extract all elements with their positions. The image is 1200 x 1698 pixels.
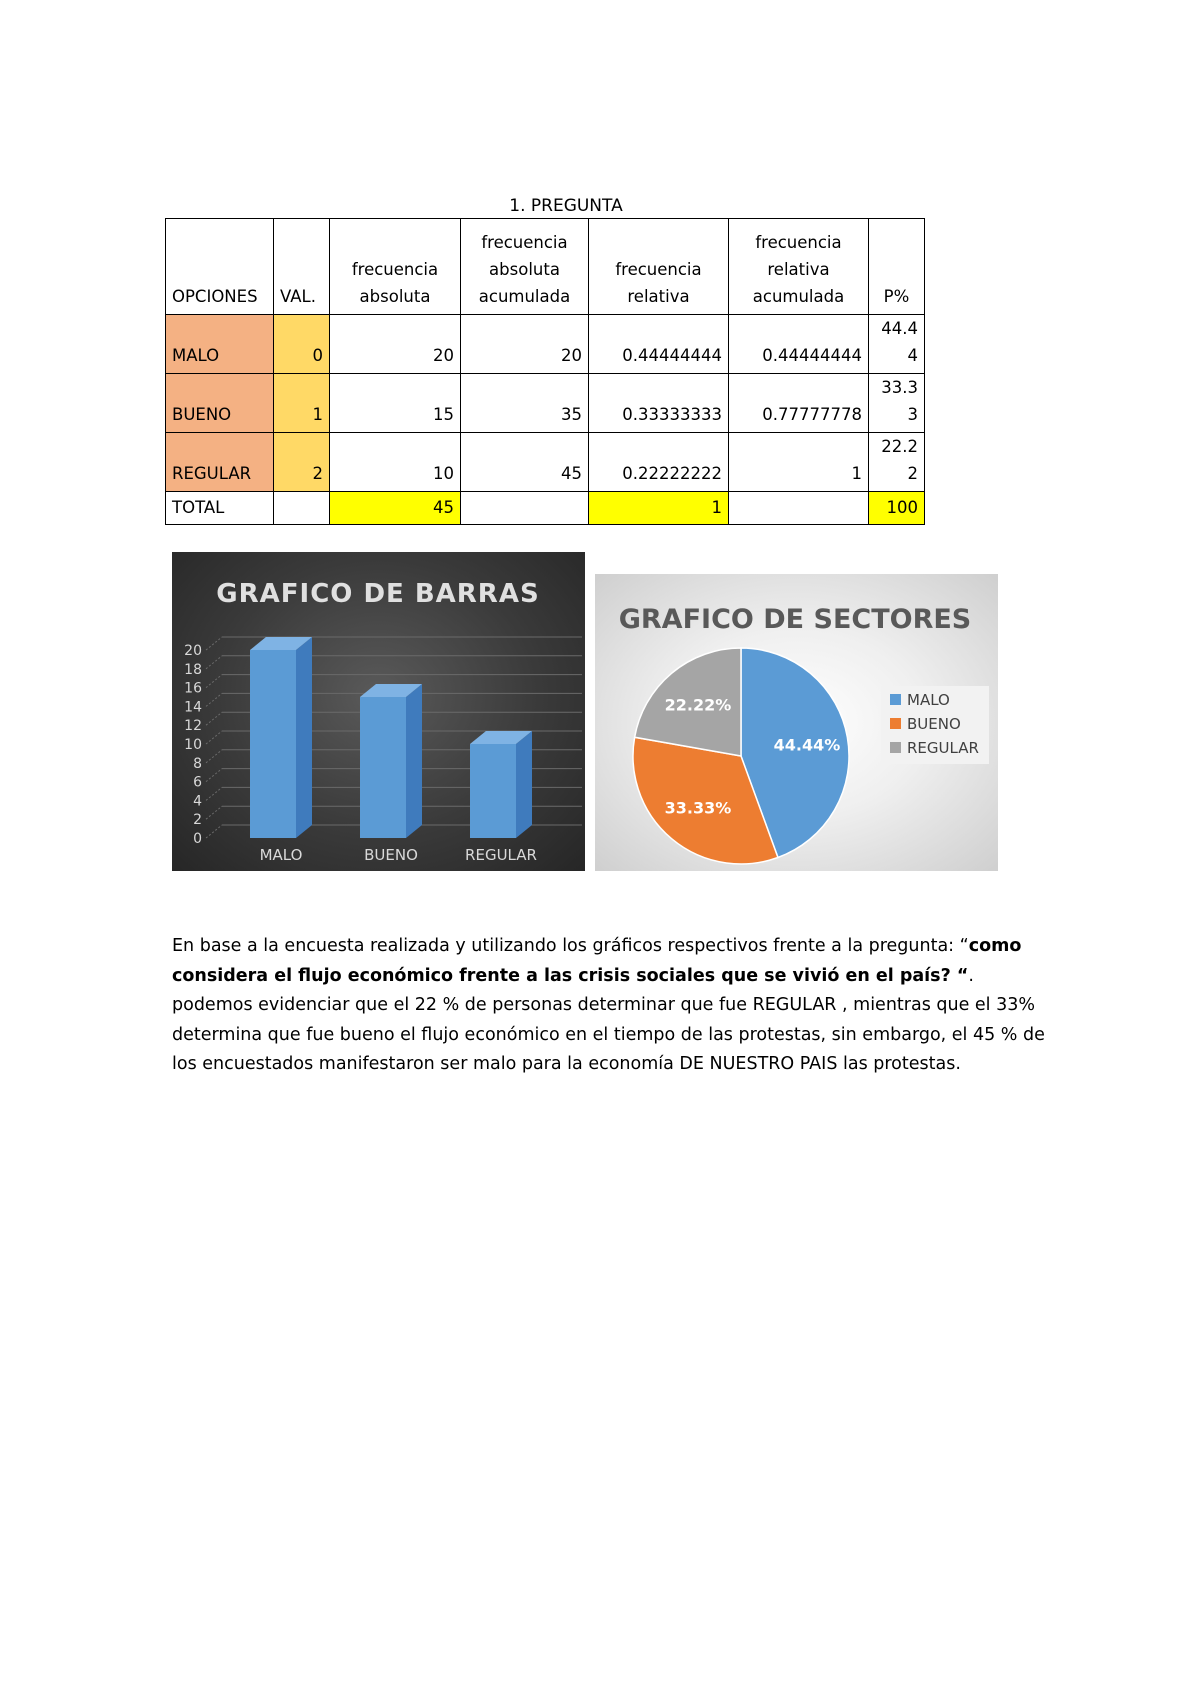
cell-p-line1: 22.2 (881, 437, 918, 456)
bar-chart-title: GRAFICO DE BARRAS (216, 579, 540, 609)
bar-chart (172, 552, 585, 871)
gridline-side (206, 693, 222, 706)
paragraph-text-2: . podemos evidenciar que el 22 % de personas determinar que fue REGULAR , mientras que el 33% determina que fue bueno el flujo económico en el tiempo de las protestas, sin embargo, el 45 % de los encuestados manifestaron ser malo para la economía DE NUESTRO PAIS las protestas. (172, 965, 1045, 1074)
y-tick-label: 16 (184, 680, 202, 697)
cell-faa: 45 (461, 433, 589, 492)
cell-empty (461, 492, 589, 525)
gridline-side (206, 637, 222, 650)
header-val: VAL. (274, 219, 330, 315)
cell-opcion: REGULAR (166, 433, 274, 492)
cell-fr: 0.33333333 (589, 374, 729, 433)
cell-empty (274, 492, 330, 525)
cell-val: 0 (274, 315, 330, 374)
cell-total-p: 100 (869, 492, 925, 525)
cell-faa: 35 (461, 374, 589, 433)
bar-side (296, 637, 312, 838)
legend-swatch (890, 718, 901, 729)
cell-p-line2: 3 (907, 405, 918, 424)
pie-chart-svg (595, 574, 998, 871)
cell-p-line1: 44.4 (881, 319, 918, 338)
cell-opcion: MALO (166, 315, 274, 374)
cell-fra: 0.44444444 (729, 315, 869, 374)
table-total-row (166, 492, 925, 525)
page-title: 1. PREGUNTA (509, 196, 623, 216)
cell-fr: 0.44444444 (589, 315, 729, 374)
legend-swatch (890, 694, 901, 705)
gridline-side (206, 675, 222, 688)
y-tick-label: 10 (184, 737, 202, 753)
paragraph-text-1: En base a la encuesta realizada y utilizando los gráficos respectivos frente a la pregunta: “ (172, 936, 969, 956)
legend-swatch (890, 742, 901, 753)
pie-data-label: 44.44% (773, 735, 841, 755)
gridline-side (206, 750, 222, 763)
cell-fa: 20 (330, 315, 461, 374)
cell-fa: 15 (330, 374, 461, 433)
legend-label: REGULAR (907, 739, 979, 757)
gridline-side (206, 769, 222, 782)
cell-p-line2: 2 (907, 464, 918, 483)
pie-data-label: 22.22% (664, 695, 732, 715)
gridline-side (206, 825, 222, 838)
x-tick-label: BUENO (364, 846, 418, 864)
x-tick-label: REGULAR (465, 846, 537, 864)
conclusion-paragraph (172, 932, 1052, 1080)
cell-val: 1 (274, 374, 330, 433)
bar-side (406, 684, 422, 838)
table-row (166, 315, 925, 374)
cell-p-line2: 4 (907, 346, 918, 365)
y-tick-label: 20 (184, 643, 202, 659)
table-row (166, 374, 925, 433)
gridline-side (206, 731, 222, 744)
cell-p (869, 374, 925, 433)
bar-chart-svg (172, 552, 585, 871)
header-frecuencia-relativa: frecuencia relativa (589, 219, 729, 315)
cell-opcion: BUENO (166, 374, 274, 433)
cell-faa: 20 (461, 315, 589, 374)
bar (360, 697, 406, 838)
legend-label: BUENO (907, 715, 961, 733)
y-tick-label: 2 (193, 812, 202, 829)
frequency-table (165, 218, 925, 525)
pie-chart-title: GRAFICO DE SECTORES (618, 604, 972, 635)
header-frecuencia-relativa-acumulada: frecuencia relativa acumulada (729, 219, 869, 315)
cell-fa: 10 (330, 433, 461, 492)
table-header-row (166, 219, 925, 315)
y-tick-label: 4 (193, 793, 202, 810)
pie-data-label: 33.33% (664, 798, 732, 818)
y-tick-label: 8 (193, 755, 202, 772)
paragraph-question: como considera el flujo económico frente a las crisis sociales que se vivió en el país? “ (172, 936, 1022, 986)
header-frecuencia-absoluta-acumulada: frecuencia absoluta acumulada (461, 219, 589, 315)
y-tick-label: 12 (184, 718, 202, 735)
bar (470, 744, 516, 838)
gridline-side (206, 787, 222, 800)
cell-p (869, 433, 925, 492)
gridline-side (206, 806, 222, 819)
bar (250, 650, 296, 838)
header-p-percent: P% (869, 219, 925, 315)
bar-side (516, 731, 532, 838)
cell-total-fa: 45 (330, 492, 461, 525)
y-tick-label: 0 (193, 831, 202, 847)
cell-total-fr: 1 (589, 492, 729, 525)
gridline-side (206, 656, 222, 669)
cell-p (869, 315, 925, 374)
cell-val: 2 (274, 433, 330, 492)
cell-empty (729, 492, 869, 525)
pie-chart (595, 574, 998, 871)
cell-total-label: TOTAL (166, 492, 274, 525)
y-tick-label: 14 (184, 699, 202, 716)
x-tick-label: MALO (259, 846, 303, 864)
cell-fra: 0.77777778 (729, 374, 869, 433)
table-row (166, 433, 925, 492)
y-tick-label: 18 (184, 661, 202, 678)
y-tick-label: 6 (193, 774, 202, 791)
cell-fra: 1 (729, 433, 869, 492)
header-opciones: OPCIONES (166, 219, 274, 315)
header-frecuencia-absoluta: frecuencia absoluta (330, 219, 461, 315)
gridline-side (206, 712, 222, 725)
cell-p-line1: 33.3 (881, 378, 918, 397)
cell-fr: 0.22222222 (589, 433, 729, 492)
legend-label: MALO (907, 691, 950, 709)
